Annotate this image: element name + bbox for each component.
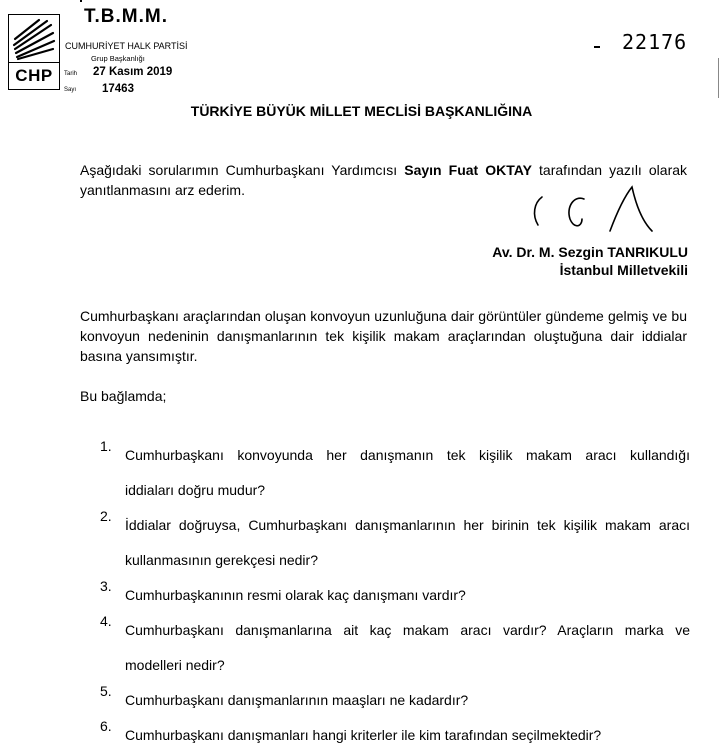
question-line: iddiaları doğru mudur?	[125, 482, 266, 498]
date-value: 27 Kasım 2019	[93, 66, 173, 78]
context-line: Bu bağlamda;	[80, 388, 167, 404]
question-line: Cumhurbaşkanının resmi olarak kaç danışmanı vardır?	[125, 587, 466, 603]
scan-speck	[80, 0, 82, 2]
scan-edge-mark	[718, 58, 719, 98]
question-line: Cumhurbaşkanı danışmanlarına ait kaç makam aracı vardır? Araçların marka ve	[125, 622, 690, 638]
intro-part2: tarafından yazılı olarak yanıtlanmasını arz ederim.	[80, 162, 688, 198]
group-name: Grup Başkanlığı	[91, 54, 145, 63]
date-label: Tarih	[64, 71, 78, 77]
stamp-dash	[594, 46, 600, 48]
question-item	[100, 578, 690, 613]
handwritten-signature	[520, 185, 680, 245]
six-arrows-icon	[9, 15, 59, 63]
addressee-heading: TÜRKİYE BÜYÜK MİLLET MECLİSİ BAŞKANLIĞINA	[190, 103, 533, 119]
question-text	[125, 718, 690, 753]
question-number: 5.	[100, 683, 112, 699]
question-item	[100, 683, 690, 718]
question-item	[100, 613, 690, 683]
document-number: 22176	[622, 30, 688, 54]
question-text	[125, 438, 690, 508]
question-line: Cumhurbaşkanı konvoyunda her danışmanın tek kişilik makam aracı kullandığı	[125, 447, 690, 463]
question-text	[125, 613, 690, 683]
question-line: kullanmasının gerekçesi nedir?	[125, 552, 318, 568]
question-number: 3.	[100, 578, 112, 594]
question-item	[100, 438, 690, 508]
intro-part1: Aşağıdaki sorularımın Cumhurbaşkanı Yardımcısı	[80, 162, 398, 178]
question-number: 6.	[100, 718, 112, 734]
question-number: 4.	[100, 613, 112, 629]
number-value: 17463	[102, 83, 134, 95]
question-line: İddialar doğruysa, Cumhurbaşkanı danışmanlarının her birinin tek kişilik makam aracı	[125, 517, 690, 533]
question-item	[100, 508, 690, 578]
question-text	[125, 578, 690, 613]
institution-title: T.B.M.M.	[84, 6, 168, 27]
background-paragraph: Cumhurbaşkanı araçlarından oluşan konvoyun uzunluğuna dair görüntüler gündeme gelmiş ve bu konvoyun nedeninin danışmanlarının tek kişilik makam araçlarından oluştuğuna dair iddialar basına yansımıştır.	[80, 308, 687, 364]
minister-name: Sayın Fuat OKTAY	[404, 162, 532, 178]
question-number: 1.	[100, 438, 112, 454]
signatory-name: Av. Dr. M. Sezgin TANRIKULU	[492, 244, 688, 260]
party-name: CUMHURİYET HALK PARTİSİ	[65, 41, 188, 51]
question-line: Cumhurbaşkanı danışmanlarının maaşları ne kadardır?	[125, 692, 469, 708]
question-number: 2.	[100, 508, 112, 524]
question-list	[100, 438, 690, 753]
question-line: modelleri nedir?	[125, 657, 225, 673]
chp-logo	[8, 14, 60, 90]
logo-chp-text: CHP	[9, 62, 59, 89]
signatory-role: İstanbul Milletvekili	[559, 262, 688, 278]
question-text	[125, 508, 690, 578]
question-text	[125, 683, 690, 718]
number-label: Sayı	[64, 87, 77, 93]
question-line: Cumhurbaşkanı danışmanları hangi kriterler ile kim tarafından seçilmektedir?	[125, 727, 602, 743]
question-item	[100, 718, 690, 753]
